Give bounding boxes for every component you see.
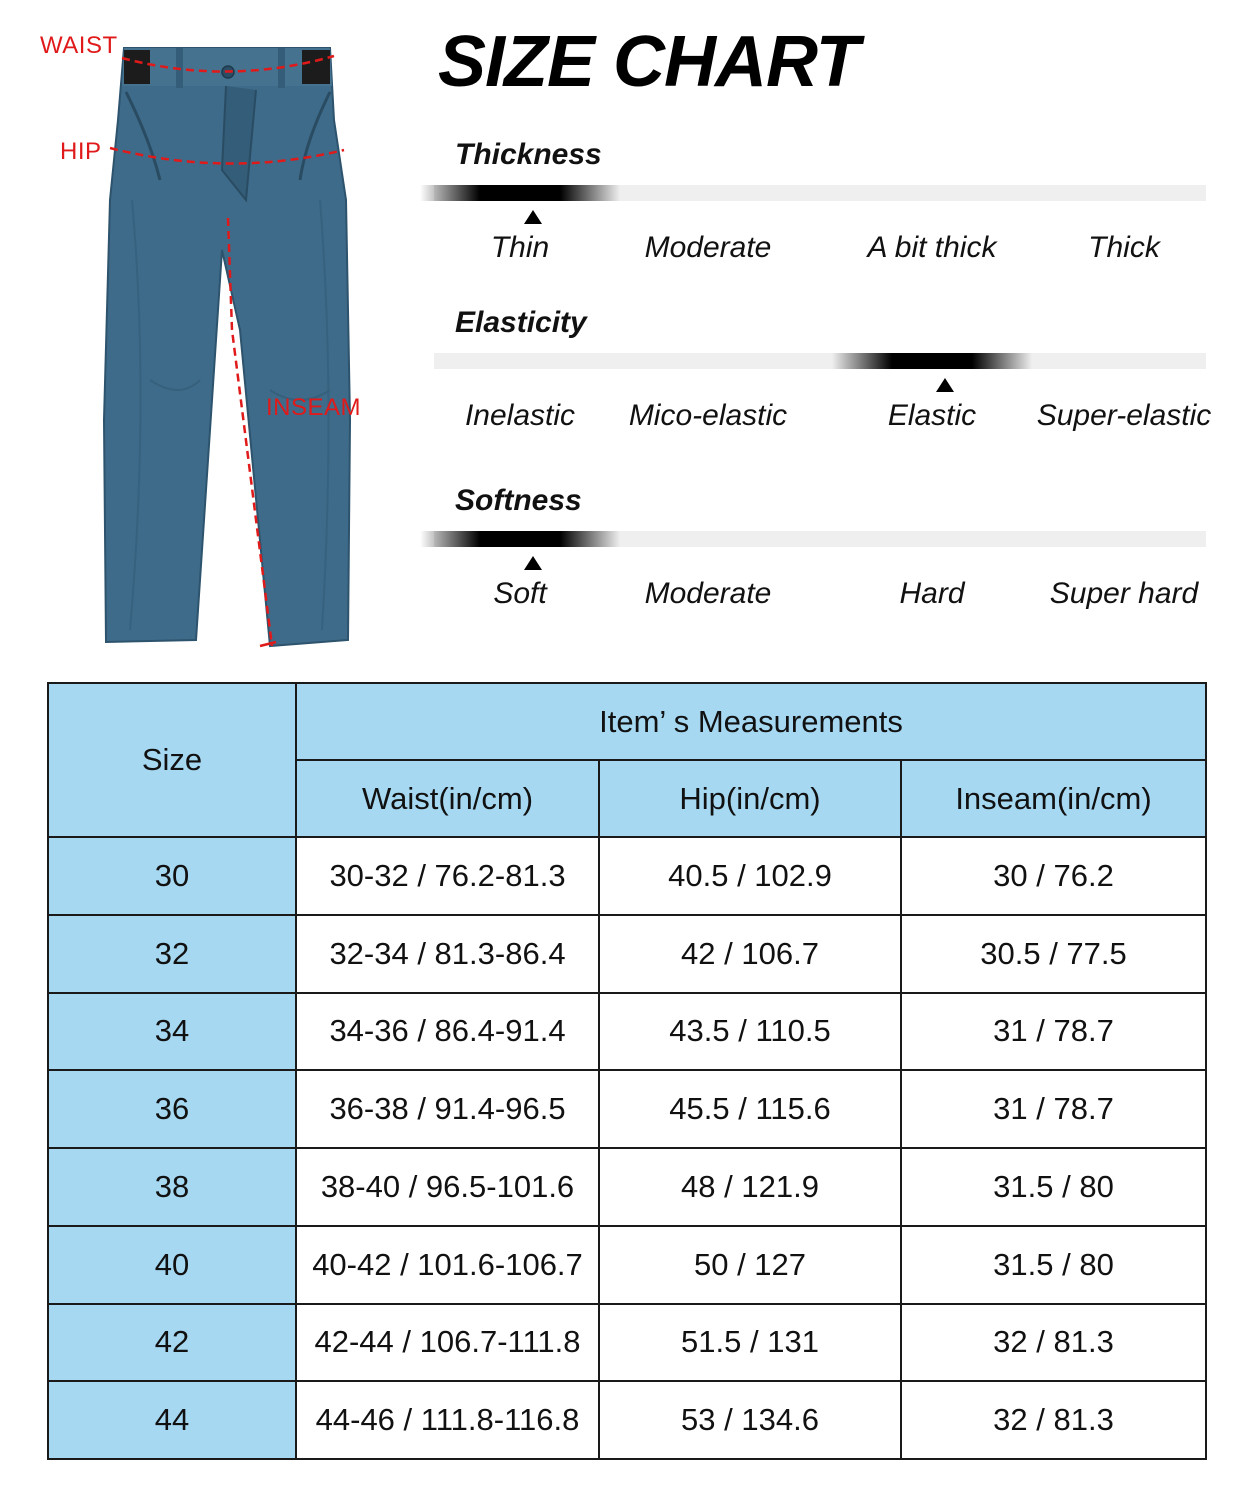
pants-illustration <box>0 0 420 660</box>
rating-option: Hard <box>899 577 965 610</box>
hip-cell: 42 / 106.7 <box>599 915 901 993</box>
rating-track <box>434 185 1206 201</box>
table-row <box>48 1148 1206 1226</box>
table-row <box>48 915 1206 993</box>
rating-title: Elasticity <box>455 306 587 339</box>
rating-option: Inelastic <box>464 399 576 432</box>
waist-cell: 44-46 / 111.8-116.8 <box>296 1381 599 1459</box>
waist-cell: 34-36 / 86.4-91.4 <box>296 993 599 1071</box>
rating-option: Super-elastic <box>1036 399 1212 432</box>
size-cell: 30 <box>48 837 296 915</box>
pants-figure <box>0 0 420 660</box>
size-cell: 34 <box>48 993 296 1071</box>
hip-cell: 53 / 134.6 <box>599 1381 901 1459</box>
table-row <box>48 837 1206 915</box>
rating-fill <box>420 531 620 547</box>
rating-track <box>434 531 1206 547</box>
waist-cell: 32-34 / 81.3-86.4 <box>296 915 599 993</box>
rating-title: Softness <box>455 484 582 517</box>
size-header: Size <box>48 683 296 837</box>
waist-cell: 38-40 / 96.5-101.6 <box>296 1148 599 1226</box>
rating-option: Moderate <box>644 577 772 610</box>
hip-cell: 51.5 / 131 <box>599 1304 901 1382</box>
size-cell: 42 <box>48 1304 296 1382</box>
size-cell: 32 <box>48 915 296 993</box>
size-cell: 36 <box>48 1070 296 1148</box>
rating-option: Super hard <box>1049 577 1199 610</box>
size-cell: 38 <box>48 1148 296 1226</box>
rating-option: Mico-elastic <box>628 399 788 432</box>
table-row <box>48 1226 1206 1304</box>
selected-marker-icon <box>524 210 542 224</box>
waist-cell: 30-32 / 76.2-81.3 <box>296 837 599 915</box>
rating-option: Soft <box>493 577 547 610</box>
inseam-label: INSEAM <box>266 394 362 421</box>
table-row <box>48 993 1206 1071</box>
table-row <box>48 1381 1206 1459</box>
page-title: SIZE CHART <box>438 22 859 102</box>
waist-cell: 40-42 / 101.6-106.7 <box>296 1226 599 1304</box>
hip-cell: 48 / 121.9 <box>599 1148 901 1226</box>
inseam-cell: 31 / 78.7 <box>901 1070 1206 1148</box>
column-header-hip: Hip(in/cm) <box>599 760 901 837</box>
waist-cell: 42-44 / 106.7-111.8 <box>296 1304 599 1382</box>
column-header-waist: Waist(in/cm) <box>296 760 599 837</box>
size-table <box>47 682 1207 1460</box>
table-row <box>48 1304 1206 1382</box>
rating-option: A bit thick <box>867 231 997 264</box>
inseam-cell: 30.5 / 77.5 <box>901 915 1206 993</box>
size-cell: 44 <box>48 1381 296 1459</box>
hip-cell: 43.5 / 110.5 <box>599 993 901 1071</box>
size-rows <box>48 837 1206 1459</box>
rating-option: Elastic <box>887 399 977 432</box>
hip-label: HIP <box>60 138 102 165</box>
size-cell: 40 <box>48 1226 296 1304</box>
inseam-cell: 30 / 76.2 <box>901 837 1206 915</box>
inseam-cell: 32 / 81.3 <box>901 1304 1206 1382</box>
rating-fill <box>832 353 1032 369</box>
rating-option: Moderate <box>644 231 772 264</box>
rating-track <box>434 353 1206 369</box>
column-header-inseam: Inseam(in/cm) <box>901 760 1206 837</box>
rating-fill <box>420 185 620 201</box>
inseam-cell: 32 / 81.3 <box>901 1381 1206 1459</box>
inseam-cell: 31.5 / 80 <box>901 1226 1206 1304</box>
waist-cell: 36-38 / 91.4-96.5 <box>296 1070 599 1148</box>
inseam-cell: 31 / 78.7 <box>901 993 1206 1071</box>
hip-cell: 45.5 / 115.6 <box>599 1070 901 1148</box>
elastic-left <box>124 50 150 84</box>
table-row <box>48 1070 1206 1148</box>
waist-label: WAIST <box>40 32 118 59</box>
selected-marker-icon <box>936 378 954 392</box>
selected-marker-icon <box>524 556 542 570</box>
rating-option: Thick <box>1088 231 1160 264</box>
rating-option: Thin <box>490 231 550 264</box>
measurements-group-header: Item’ s Measurements <box>296 683 1206 760</box>
hip-cell: 50 / 127 <box>599 1226 901 1304</box>
hip-cell: 40.5 / 102.9 <box>599 837 901 915</box>
rating-title: Thickness <box>455 138 602 171</box>
inseam-cell: 31.5 / 80 <box>901 1148 1206 1226</box>
elastic-right <box>302 50 330 84</box>
